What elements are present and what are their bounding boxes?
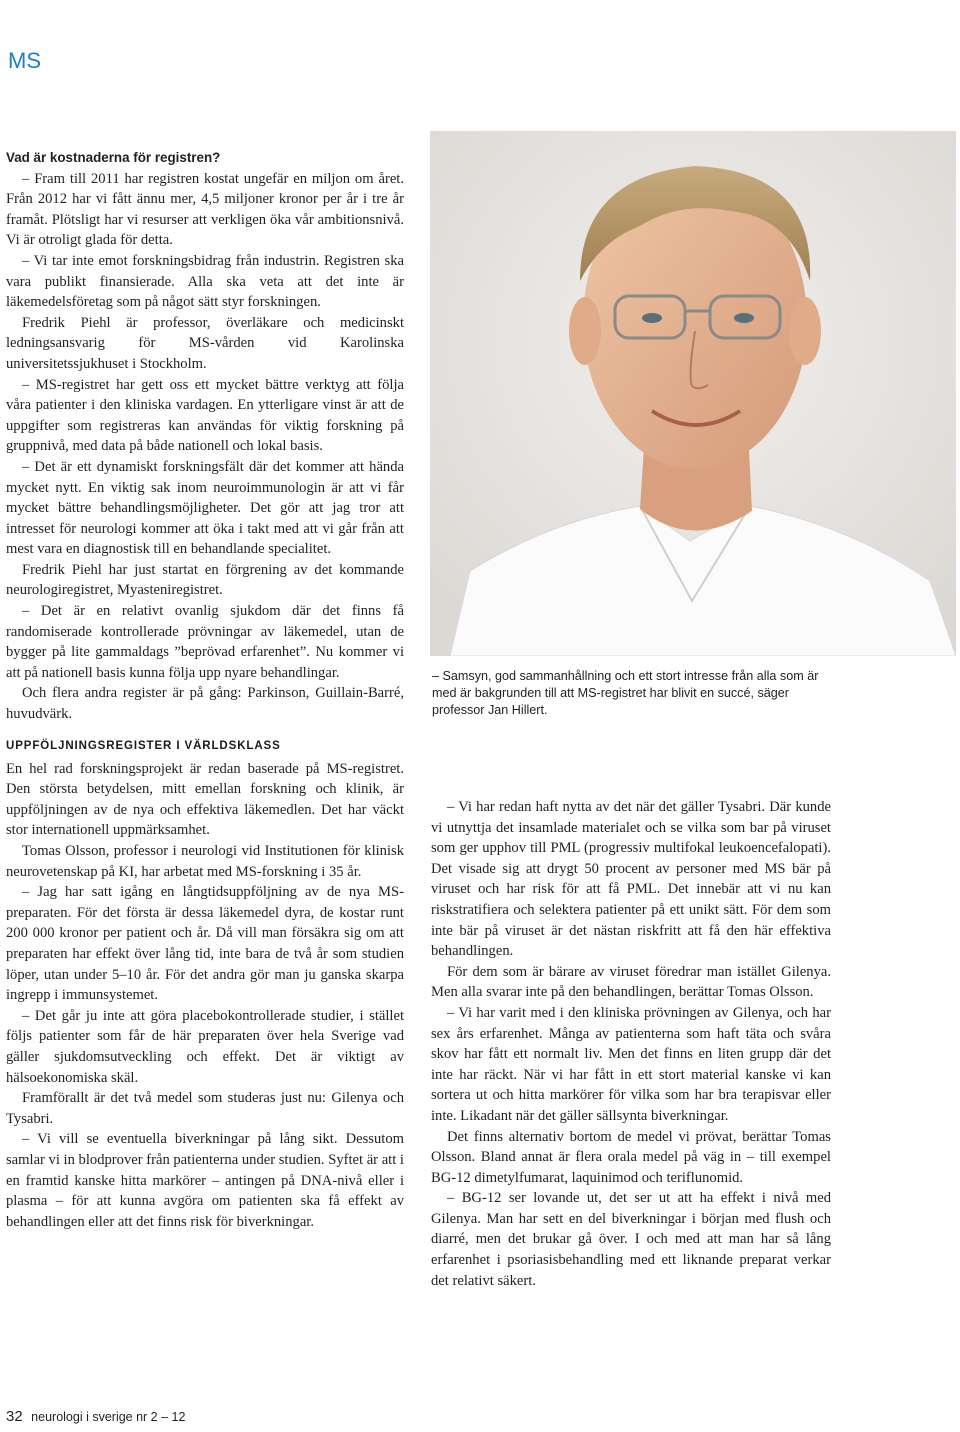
paragraph: – Vi vill se eventuella biverkningar på lång sikt. Dessutom samlar vi in blodprover från patienterna under studien. Syftet är att i en framtid kanske hitta markörer – antingen på DNA-nivå eller i plasma – för att kunna avgöra om patienten ska få effekt av behandlingen eller att det finns risk för biverkningar. [6, 1131, 404, 1230]
paragraph: – Vi har varit med i den kliniska prövningen av Gilenya, och har sex års erfarenhet. Många av patienterna som haft täta och svåra skov har fått ett normalt liv. Men det finns en liten grupp där det inte har räckt. När vi har fått in ett stort material kanske vi kan sortera ut och hitta markörer för vilka som har bra terapisvar eller inte. Likadant när det gäller sällsynta biverkningar. [431, 1004, 831, 1124]
paragraph: En hel rad forskningsprojekt är redan baserade på MS-registret. Den största betydelsen, mitt emellan forskning och klinik, är uppföljningen av de nya och effektiva läkemedlen. Det har väckt stor internationell uppmärksamhet. [6, 760, 404, 839]
article-right-column [431, 797, 831, 1291]
magazine-name: neurologi i sverige nr 2 – 12 [31, 1410, 186, 1424]
paragraph: – Det går ju inte att göra placebokontrollerade studier, i stället följs patienter som får de här preparaten över hela Sverige vad gäller sjukdomsutveckling och effekt. Det är viktigt av hälsoekonomiska skäl. [6, 1007, 404, 1086]
paragraph: – Det är ett dynamiskt forskningsfält där det kommer att hända mycket nytt. En viktig sak inom neuroimmunologin är att vi får mycket bättre behandlingsmöjligheter. Det gör att jag tror att intresset för neurologi kommer att öka i takt med att vi går från att mest vara en diagnostisk till en behandlande specialitet. [6, 458, 404, 558]
page-footer [6, 1408, 185, 1425]
page-number: 32 [6, 1408, 23, 1425]
paragraph: – Fram till 2011 har registren kostat ungefär en miljon om året. Från 2012 har vi fått ännu mer, 4,5 miljoner kronor per år i tre år framåt. Plötsligt har vi resurser att verkligen öka vår ambitionsnivå. Vi är otroligt glada för detta. [6, 170, 404, 249]
paragraph: – MS-registret har gett oss ett mycket bättre verktyg att följa våra patienter i den kliniska vardagen. En ytterligare vinst är att de uppgifter som registreras kan användas för viktig forskning på gruppnivå, med data på både nationell och lokal basis. [6, 376, 404, 455]
paragraph: Framförallt är det två medel som studeras just nu: Gilenya och Tysabri. [6, 1090, 404, 1127]
paragraph: – Vi har redan haft nytta av det när det gäller Tysabri. Där kunde vi utnyttja det insamlade materialet och se vilka som bar på viruset som ger upphov till PML (progressiv multifokal leukoencefalopati). Det visade sig att drygt 50 procent av personer med MS bär på viruset och har risk för att få PML. Det innebär att vi nu kan riskstratifiera och selektera patienter på ett unikt sätt. För dem som inte bär på viruset är det nästan riskfritt att få den här effektiva behandlingen. [431, 799, 831, 960]
portrait-photo [430, 131, 956, 656]
article-left-column [6, 148, 404, 1232]
paragraph: Det finns alternativ bortom de medel vi prövat, berättar Tomas Olsson. Bland annat är flera orala medel på väg in – till exempel BG-12 dimetylfumarat, laquinimod och teriflunomid. [431, 1128, 831, 1186]
paragraph: – Det är en relativt ovanlig sjukdom där det finns få randomiserade kontrollerade prövningar av läkemedel, utan de bygger på lite gammaldags ”beprövad erfarenhet”. Nu kommer vi att på nationell basis kunna följa upp nyare behandlingar. [6, 603, 404, 681]
paragraph: Fredrik Piehl är professor, överläkare och medicinskt ledningsansvarig för MS-vården vid Karolinska universitetssjukhuset i Stockholm. [6, 314, 404, 372]
section-label: MS [8, 48, 41, 73]
paragraph: För dem som är bärare av viruset föredrar man istället Gilenya. Men alla svarar inte på den behandlingen, berättar Tomas Olsson. [431, 963, 831, 1001]
section-heading: UPPFÖLJNINGSREGISTER I VÄRLDSKLASS [6, 739, 281, 752]
paragraph: Tomas Olsson, professor i neurologi vid Institutionen för klinisk neurovetenskap på KI, har arbetat med MS-forskning i 35 år. [6, 843, 404, 880]
paragraph: – Vi tar inte emot forskningsbidrag från industrin. Registren ska vara publikt finansierade. Alla ska veta att det inte är läkemedelsföretag som på något sätt styr forskningen. [6, 252, 404, 311]
photo-caption: – Samsyn, god sammanhållning och ett stort intresse från alla som är med är bakgrunden till att MS-registret har blivit en succé, säger professor Jan Hillert. [432, 669, 819, 717]
paragraph: Och flera andra register är på gång: Parkinson, Guillain-Barré, huvudvärk. [6, 685, 404, 723]
paragraph: – Jag har satt igång en långtidsuppföljning av de nya MS-preparaten. För det första är dessa läkemedel dyra, de kostar runt 200 000 kronor per patient och år. Då vill man försäkra sig om att preparaten har effekt över lång tid, inte bara de två år som studien löper, utan under 5–10 år. För det andra gör man ju ganska skarpa ingrepp i immunsystemet. [6, 884, 404, 1004]
paragraph: Fredrik Piehl har just startat en förgrening av det kommande neurologiregistret, Myasteniregistret. [6, 561, 404, 599]
portrait-illustration [430, 131, 956, 656]
interview-question: Vad är kostnaderna för registren? [6, 150, 221, 165]
paragraph: – BG-12 ser lovande ut, det ser ut att ha effekt i nivå med Gilenya. Man har sett en del biverkningar i början med flush och diarré, men det brukar gå över. I och med att man har så lång erfarenhet i psoriasisbehandling med ett liknande preparat verkar det relativt säkert. [431, 1190, 831, 1289]
